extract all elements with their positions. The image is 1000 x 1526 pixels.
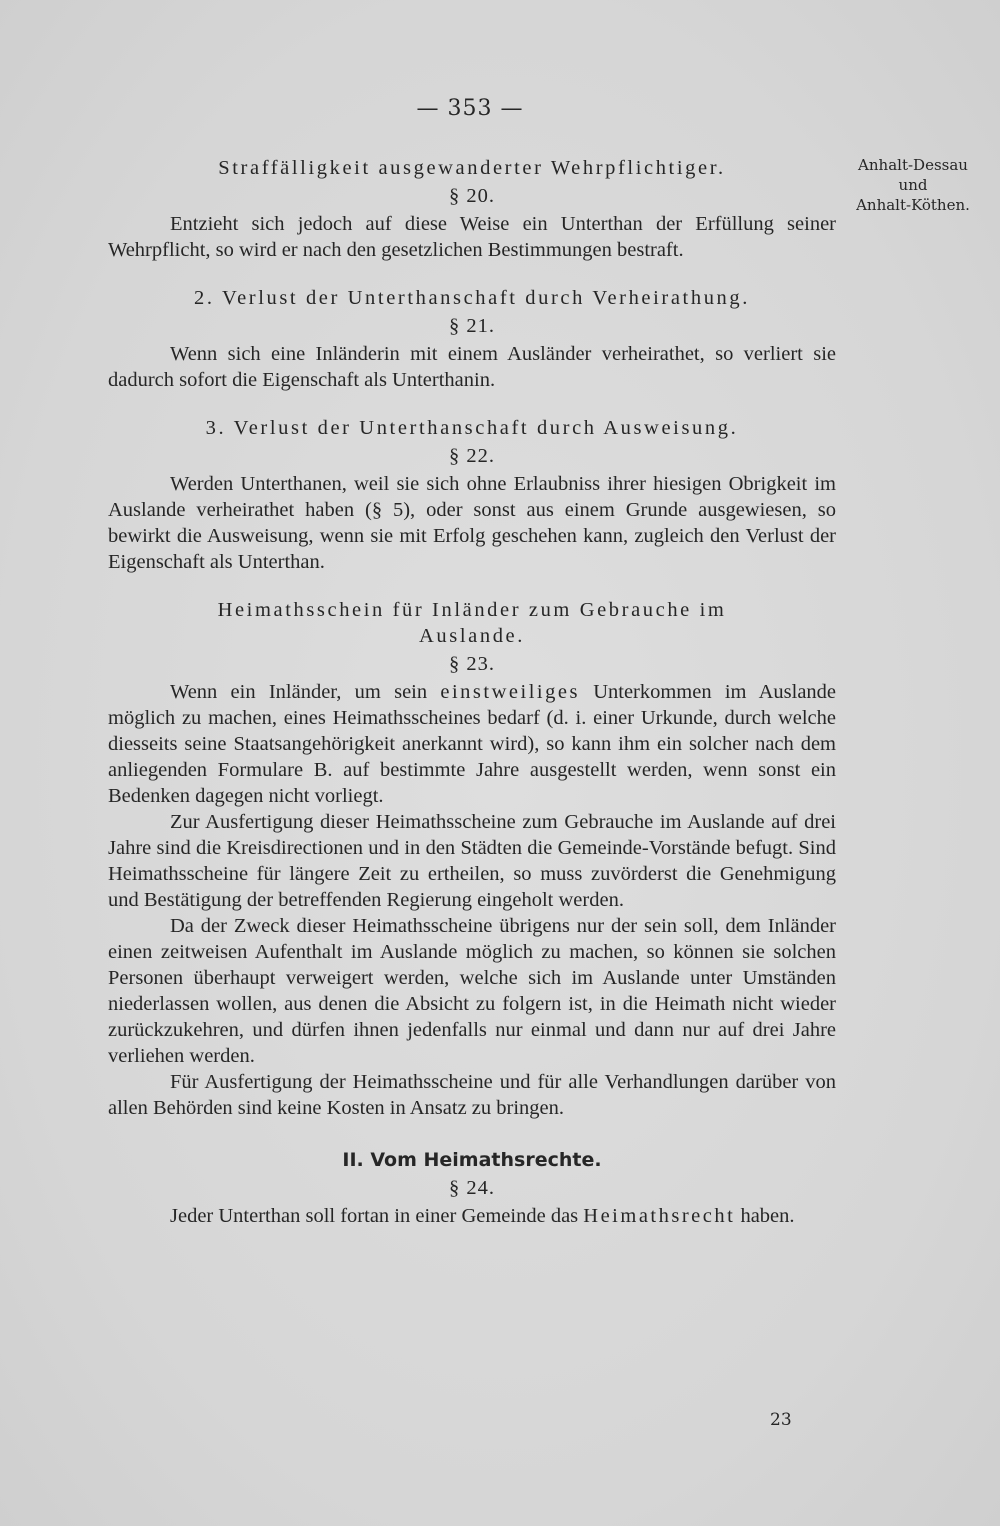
section-heading: 3. Verlust der Unterthanschaft durch Ausweisung. <box>205 417 739 439</box>
paragraph-sign: § 21. <box>449 315 495 337</box>
text-run: Wenn ein Inländer, um sein <box>170 681 428 703</box>
paragraph-text <box>108 1203 836 1229</box>
section-heading: Heimathsschein für Inländer zum Gebrauche im <box>217 599 727 621</box>
paragraph-text: Wenn sich eine Inländerin mit einem Ausländer verheirathet, so verliert sie dadurch sofort die Eigenschaft als Unterthanin. <box>108 343 836 391</box>
paragraph-sign: § 22. <box>449 445 495 467</box>
spacer <box>108 263 836 285</box>
margin-note-line: Anhalt-Köthen. <box>856 196 970 214</box>
spacer <box>108 393 836 415</box>
document-body <box>108 155 836 1229</box>
margin-note-line: und <box>898 176 928 194</box>
paragraph-sign: § 23. <box>449 653 495 675</box>
paragraph-sign: § 20. <box>449 185 495 207</box>
paragraph-text: Entzieht sich jedoch auf diese Weise ein Unterthan der Erfüllung seiner Wehrpflicht, so wird er nach den gesetzlichen Bestimmungen bestraft. <box>108 213 836 261</box>
part-title: II. Vom Heimathsrechte. <box>342 1149 602 1171</box>
paragraph-sign: § 24. <box>449 1177 495 1199</box>
margin-note <box>838 155 988 215</box>
emphasized-text: einstweiliges <box>440 681 580 703</box>
paragraph-text: Für Ausfertigung der Heimathsscheine und für alle Verhandlungen darüber von allen Behörden sind keine Kosten in Ansatz zu bringen. <box>108 1071 836 1119</box>
signature-mark: 23 <box>770 1410 792 1430</box>
text-run: haben. <box>740 1205 795 1227</box>
margin-note-line: Anhalt-Dessau <box>858 156 968 174</box>
section-heading: Auslande. <box>419 625 525 647</box>
text-run: Unterkommen im Auslande möglich zu machen, eines Heimathsscheines bedarf (d. i. einer Urkunde, durch welche diesseits seine Staatsangehörigkeit anerkannt wird), so kann ihm ein solcher nach dem anliegenden Formulare B. auf bestimmte Jahre ausgestellt werden, wenn sonst ein Bedenken dagegen nicht vorliegt. <box>108 681 837 807</box>
section-heading: Straffälligkeit ausgewanderter Wehrpflichtiger. <box>218 157 726 179</box>
paragraph-text: Da der Zweck dieser Heimathsscheine übrigens nur der sein soll, dem Inländer einen zeitweisen Aufenthalt im Auslande möglich zu machen, so können sie solchen Personen überhaupt verweigert werden, welche sich im Auslande unter Umständen niederlassen wollen, aus denen die Absicht zu folgern ist, in die Heimath nicht wieder zurückzukehren, und dürfen ihnen jedenfalls nur einmal und dann nur auf drei Jahre verliehen werden. <box>108 915 836 1067</box>
paragraph-text: Zur Ausfertigung dieser Heimathsscheine zum Gebrauche im Auslande auf drei Jahre sind die Kreisdirectionen und in den Städten die Gemeinde-Vorstände befugt. Sind Heimathsscheine für längere Zeit zu ertheilen, so muss zuvörderst die Genehmigung und Bestätigung der betreffenden Regierung eingeholt werden. <box>108 811 836 911</box>
text-run: Jeder Unterthan soll fortan in einer Gemeinde das <box>170 1205 579 1227</box>
emphasized-text: Heimathsrecht <box>583 1205 736 1227</box>
paragraph-text <box>108 679 836 809</box>
page-number: — 353 — <box>416 96 524 121</box>
paragraph-text: Werden Unterthanen, weil sie sich ohne Erlaubniss ihrer hiesigen Obrigkeit im Auslande verheirathet haben (§ 5), oder sonst aus einem Grunde ausgewiesen, so bewirkt die Ausweisung, wenn sie mit Erfolg geschehen kann, zugleich den Verlust der Eigenschaft als Unterthan. <box>108 473 836 573</box>
spacer <box>108 575 836 597</box>
spacer <box>108 1121 836 1143</box>
section-heading: 2. Verlust der Unterthanschaft durch Verheirathung. <box>194 287 750 309</box>
